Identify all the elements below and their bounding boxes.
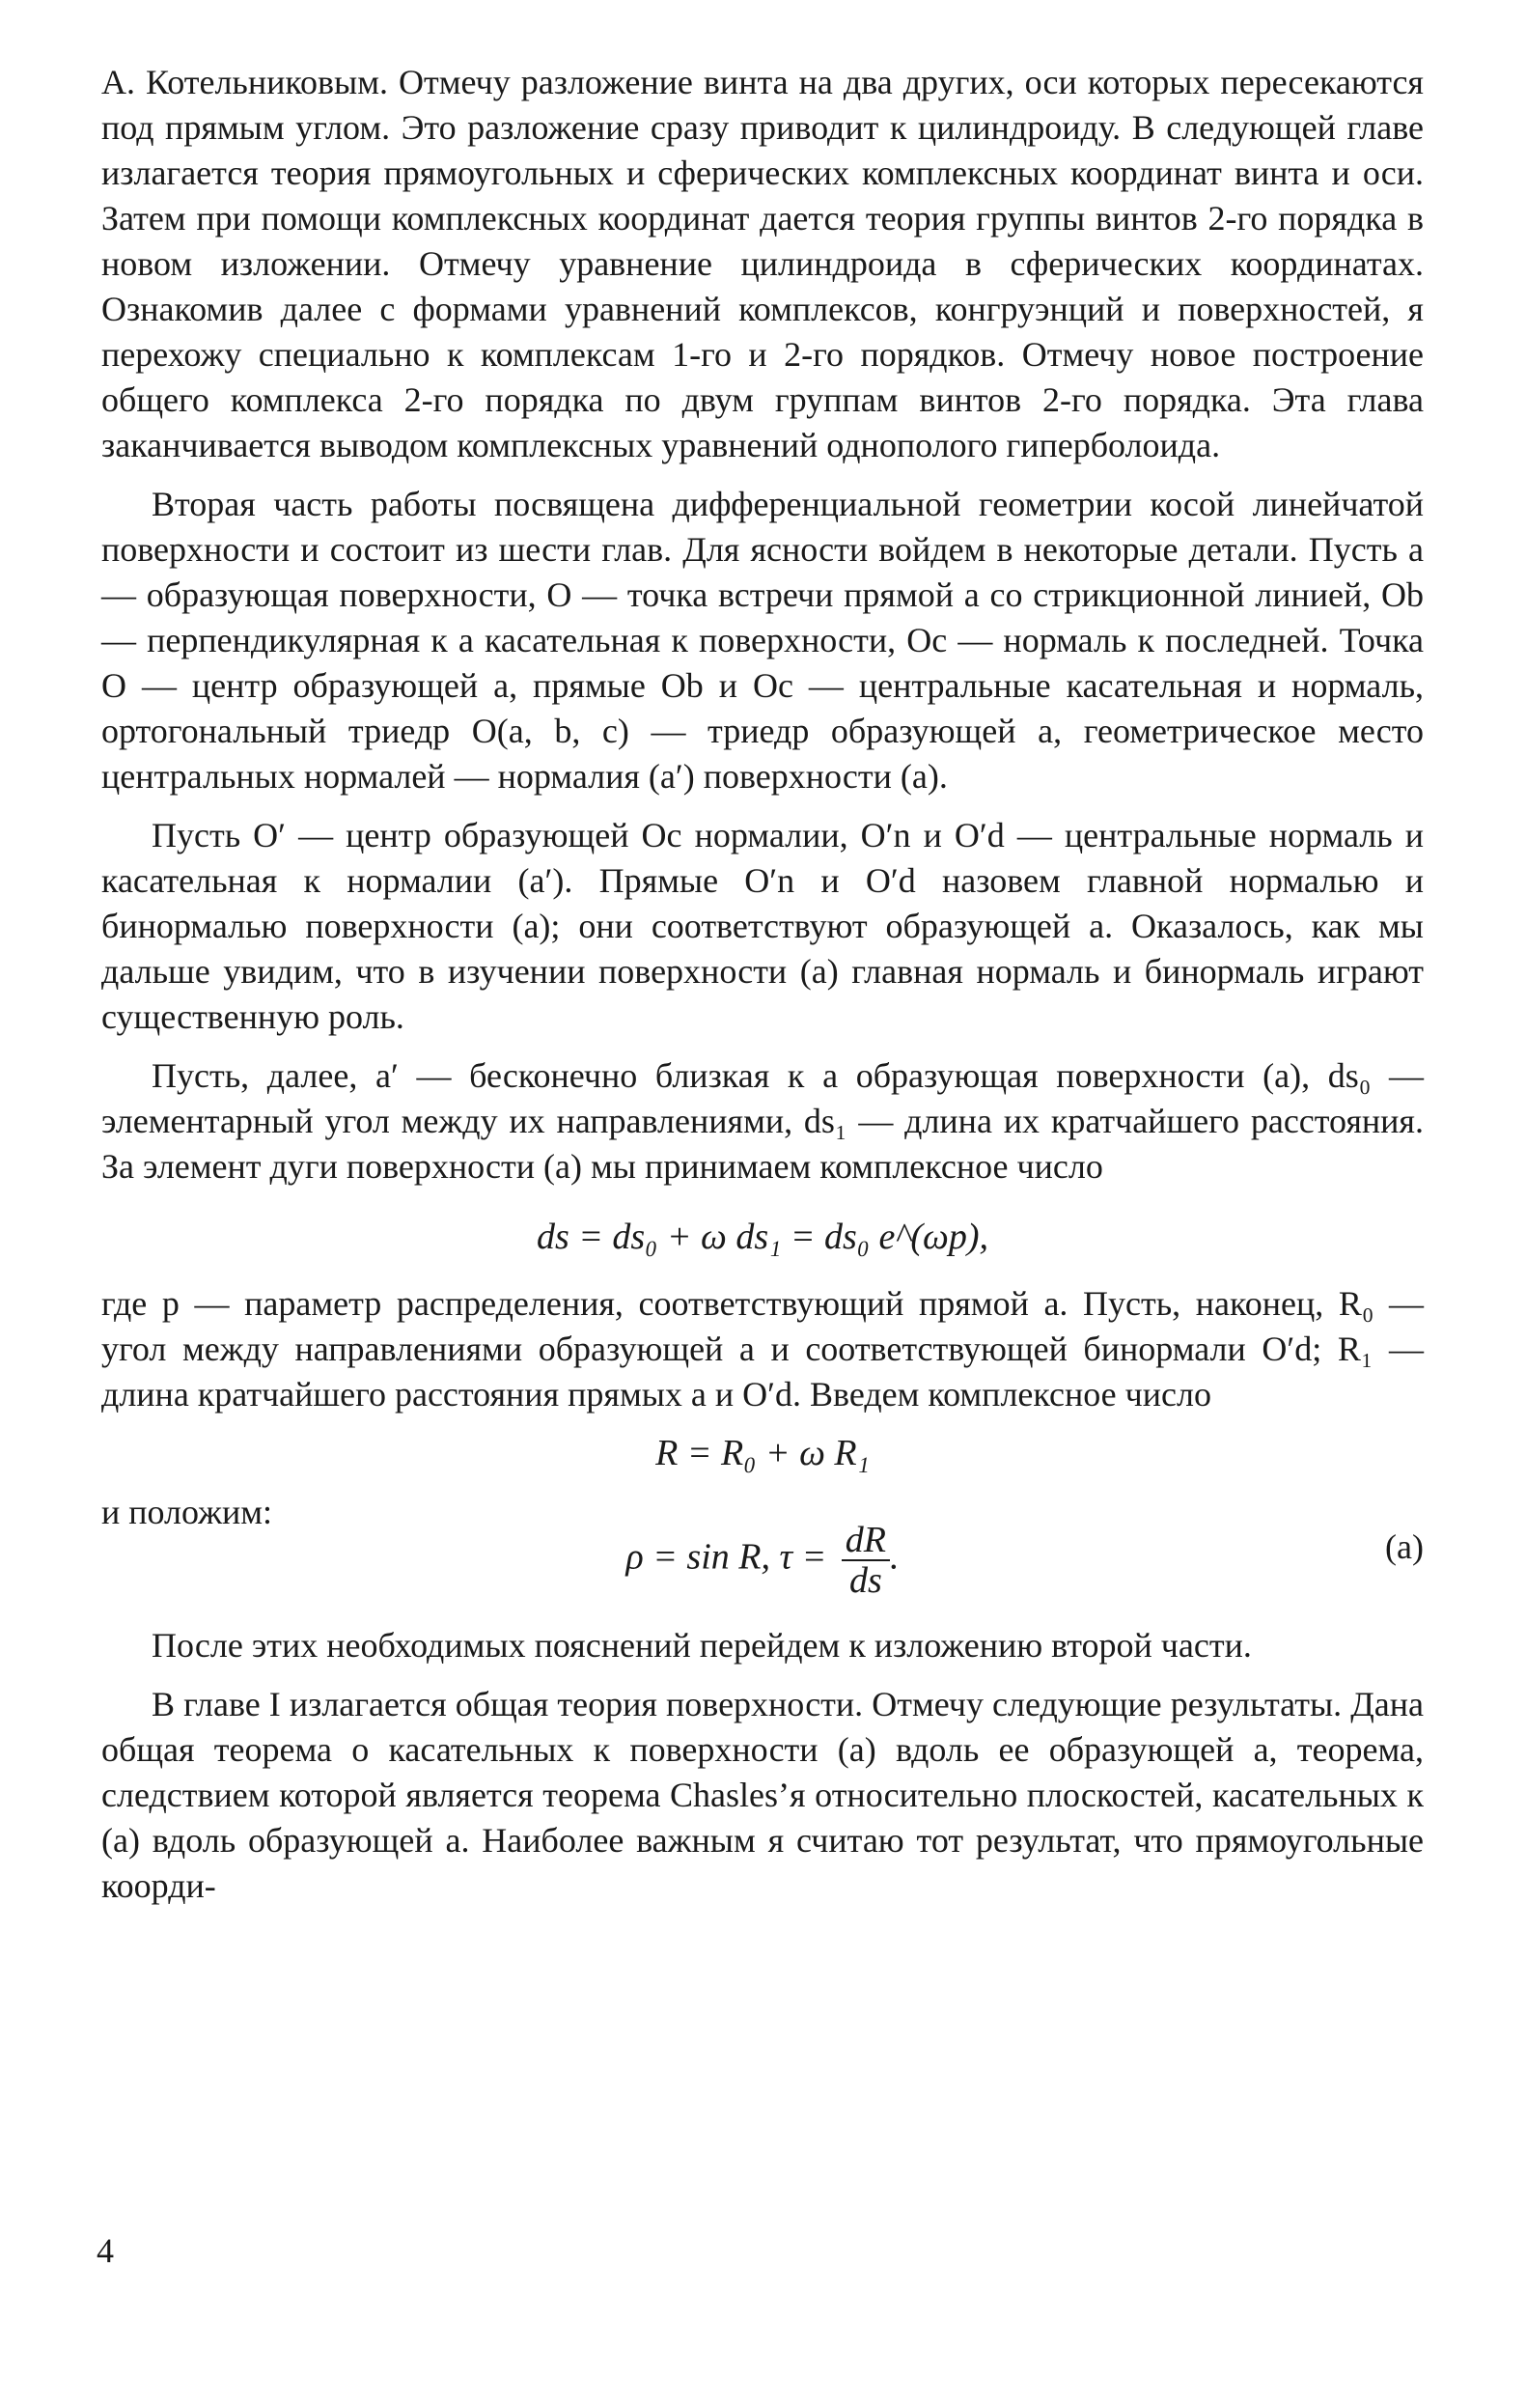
formula-rho-tau-row <box>101 1490 1424 1600</box>
document-page <box>101 60 1424 1922</box>
formula-arc-element: ds = ds₀ + ω ds₁ = ds₀ e^(ωp), <box>536 1217 989 1257</box>
paragraph-3: Пусть O′ — центр образующей Oc нормалии, O′n и O′d — центральные нормаль и касательная к нормалии (a′). Прямые O′n и O′d назовем главной нормалью и бинормалью поверхности (a); они соответствуют образующей a. Оказалось, как мы дальше увидим, что в изучении поверхности (a) главная нормаль и бинормаль играют существенную роль. <box>101 816 1424 1036</box>
paragraph-2: Вторая часть работы посвящена дифференциальной геометрии косой линейчатой поверхности и состоит из шести глав. Для ясности войдем в некоторые детали. Пусть a — образующая поверхности, O — точка встречи прямой a со стрикционной линией, Ob — перпендикулярная к a касательная к поверхности, Oc — нормаль к последней. Точка O — центр образующей a, прямые Ob и Oc — центральные касательная и нормаль, ортогональный триедр O(a, b, c) — триедр образующей a, геометрическое место центральных нормалей — нормалия (a′) поверхности (a). <box>101 485 1424 796</box>
formula-rho-tau-left: ρ = sin R, τ = <box>625 1536 836 1578</box>
paragraph-7: В главе I излагается общая теория поверхности. Отмечу следующие результаты. Дана общая теорема о касательных к поверхности (a) вдоль ее образующей a, теорема, следствием которой является теорема Chasles’я относительно плоскостей, касательных к (a) вдоль образующей a. Наиболее важным я считаю тот результат, что прямоугольные коорди- <box>101 1685 1424 1905</box>
paragraph-6: После этих необходимых пояснений перейдем к изложению второй части. <box>152 1626 1252 1665</box>
formula-rho-tau <box>101 1490 1424 1600</box>
formula-lead-in: и положим: <box>101 1493 273 1531</box>
equation-tag: (a) <box>1385 1527 1424 1566</box>
fraction-denominator: ds <box>848 1560 882 1601</box>
paragraph-1: А. Котельниковым. Отмечу разложение винта на два других, оси которых пересекаются под прямым углом. Это разложение сразу приводит к цилиндроиду. В следующей главе излагается теория прямоугольных и сферических комплексных координат винта и оси. Затем при помощи комплексных координат дается теория группы винтов 2-го порядка в новом изложении. Отмечу уравнение цилиндроида в сферических координатах. Ознакомив далее с формами уравнений комплексов, конгруэнций и поверхностей, я перехожу специально к комплексам 1-го и 2-го порядков. Отмечу новое построение общего комплекса 2-го порядка по двум группам винтов 2-го порядка. Эта глава заканчивается выводом комплексных уравнений однополого гиперболоида. <box>101 63 1424 464</box>
paragraph-5: где p — параметр распределения, соответствующий прямой a. Пусть, наконец, R₀ — угол между направлениями образующей a и соответствующей бинормали O′d; R₁ — длина кратчайшего расстояния прямых a и O′d. Введем комплексное число <box>101 1284 1424 1414</box>
formula-rho-tau-tail: . <box>889 1536 900 1578</box>
paragraph-4: Пусть, далее, a′ — бесконечно близкая к a образующая поверхности (a), ds₀ — элементарный угол между их направлениями, ds₁ — длина их кратчайшего расстояния. За элемент дуги поверхности (a) мы принимаем комплексное число <box>101 1056 1424 1186</box>
page-number: 4 <box>97 2231 114 2270</box>
formula-complex-R: R = R₀ + ω R₁ <box>655 1433 870 1473</box>
fraction-numerator: dR <box>842 1521 890 1561</box>
formula-fraction <box>842 1521 890 1600</box>
